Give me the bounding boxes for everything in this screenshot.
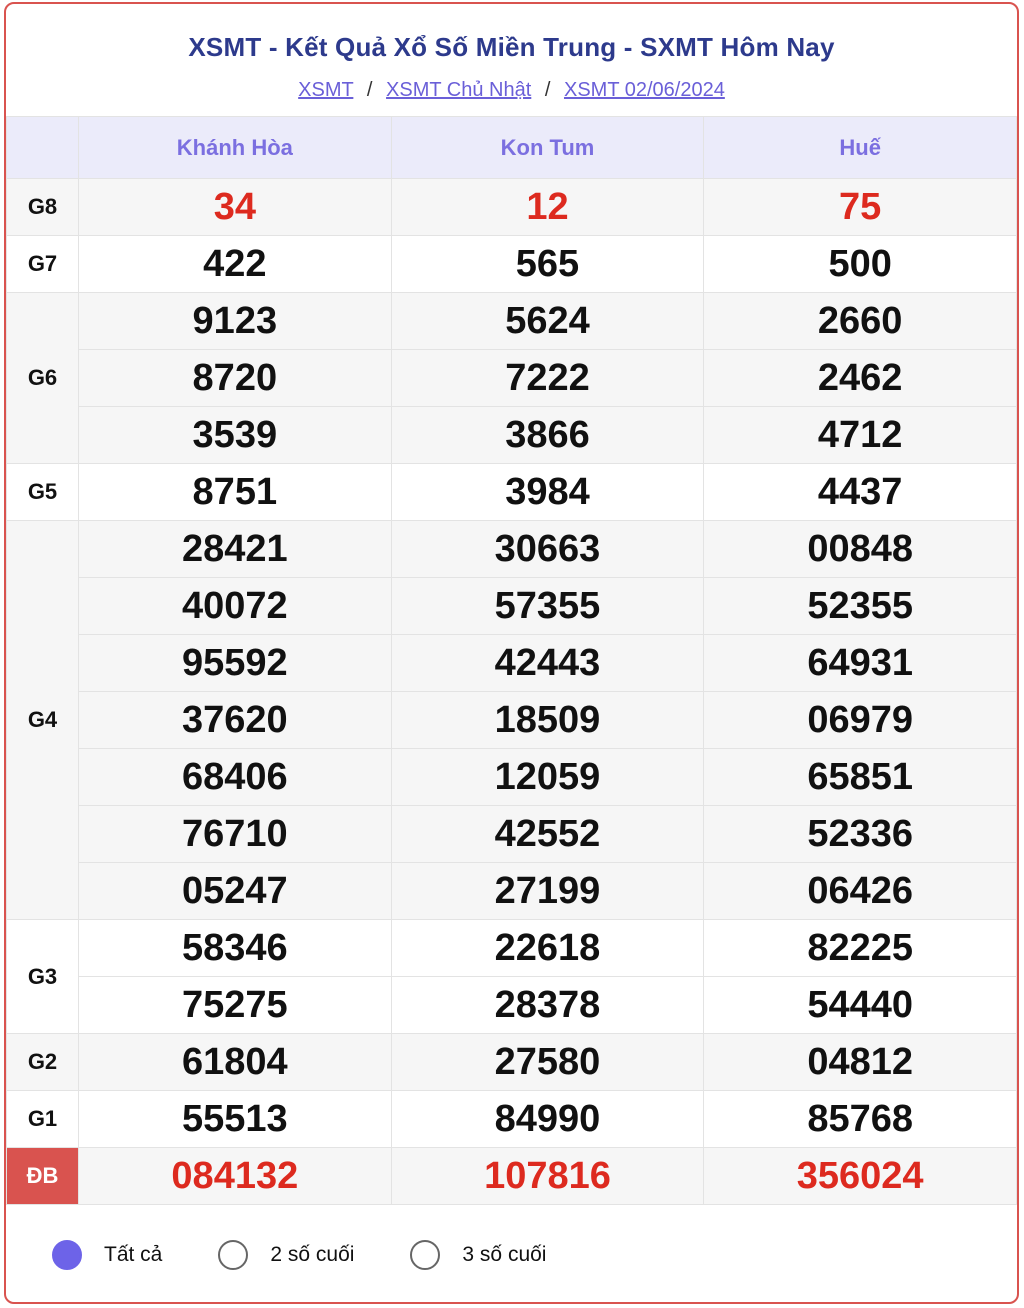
prize-number: 85768 — [704, 1091, 1017, 1148]
prize-number: 3539 — [79, 407, 392, 464]
prize-number: 75275 — [79, 977, 392, 1034]
prize-number: 22618 — [391, 920, 704, 977]
prize-number: 42443 — [391, 635, 704, 692]
prize-label: G6 — [7, 293, 79, 464]
prize-number: 8751 — [79, 464, 392, 521]
prize-number: 82225 — [704, 920, 1017, 977]
prize-row — [7, 920, 1017, 977]
province-header: Huế — [704, 117, 1017, 179]
digit-filter — [6, 1205, 1017, 1304]
prize-number: 28378 — [391, 977, 704, 1034]
prize-row — [7, 464, 1017, 521]
prize-number: 12059 — [391, 749, 704, 806]
prize-number: 52336 — [704, 806, 1017, 863]
prize-row — [7, 1091, 1017, 1148]
prize-row — [7, 977, 1017, 1034]
prize-number: 37620 — [79, 692, 392, 749]
prize-number: 52355 — [704, 578, 1017, 635]
prize-number: 3866 — [391, 407, 704, 464]
prize-number: 68406 — [79, 749, 392, 806]
prize-number: 3984 — [391, 464, 704, 521]
prize-number: 06426 — [704, 863, 1017, 920]
prize-number: 34 — [79, 179, 392, 236]
prize-number: 05247 — [79, 863, 392, 920]
prize-number: 42552 — [391, 806, 704, 863]
prize-row — [7, 236, 1017, 293]
breadcrumb-separator: / — [544, 79, 551, 101]
prize-column-header — [7, 117, 79, 179]
province-header-row — [7, 117, 1017, 179]
filter-option-label: Tất cả — [104, 1243, 163, 1266]
prize-number: 40072 — [79, 578, 392, 635]
prize-label: G7 — [7, 236, 79, 293]
prize-number: 64931 — [704, 635, 1017, 692]
prize-number: 9123 — [79, 293, 392, 350]
prize-row — [7, 578, 1017, 635]
prize-number: 61804 — [79, 1034, 392, 1091]
prize-label: G5 — [7, 464, 79, 521]
prize-row — [7, 179, 1017, 236]
prize-number: 55513 — [79, 1091, 392, 1148]
prize-number: 500 — [704, 236, 1017, 293]
filter-option-label: 3 số cuối — [462, 1243, 547, 1266]
filter-option-all[interactable] — [52, 1240, 162, 1270]
page-title: XSMT - Kết Quả Xổ Số Miền Trung - SXMT Hôm Nay — [188, 32, 835, 62]
prize-row — [7, 1148, 1017, 1205]
prize-row — [7, 1034, 1017, 1091]
prize-number: 12 — [391, 179, 704, 236]
prize-label: G8 — [7, 179, 79, 236]
prize-row — [7, 350, 1017, 407]
prize-number: 95592 — [79, 635, 392, 692]
results-card — [4, 2, 1019, 1304]
prize-number: 76710 — [79, 806, 392, 863]
prize-row — [7, 521, 1017, 578]
prize-number: 84990 — [391, 1091, 704, 1148]
radio-icon[interactable] — [218, 1240, 248, 1270]
prize-number: 04812 — [704, 1034, 1017, 1091]
prize-label: G3 — [7, 920, 79, 1034]
breadcrumb-link-xsmt-chu-nhat[interactable]: XSMT Chủ Nhật — [386, 79, 532, 101]
prize-number: 57355 — [391, 578, 704, 635]
province-header: Kon Tum — [391, 117, 704, 179]
breadcrumb — [6, 79, 1017, 102]
breadcrumb-separator: / — [366, 79, 373, 101]
prize-number: 27199 — [391, 863, 704, 920]
prize-label: G1 — [7, 1091, 79, 1148]
prize-number: 565 — [391, 236, 704, 293]
prize-number: 00848 — [704, 521, 1017, 578]
prize-row — [7, 407, 1017, 464]
prize-number: 107816 — [391, 1148, 704, 1205]
prize-number: 422 — [79, 236, 392, 293]
results-body — [7, 179, 1017, 1205]
prize-number: 084132 — [79, 1148, 392, 1205]
prize-number: 4437 — [704, 464, 1017, 521]
prize-number: 5624 — [391, 293, 704, 350]
prize-number: 75 — [704, 179, 1017, 236]
filter-option-last-2[interactable] — [218, 1240, 354, 1270]
prize-row — [7, 692, 1017, 749]
prize-number: 30663 — [391, 521, 704, 578]
breadcrumb-link-xsmt[interactable]: XSMT — [298, 79, 354, 101]
prize-number: 7222 — [391, 350, 704, 407]
prize-number: 28421 — [79, 521, 392, 578]
prize-number: 65851 — [704, 749, 1017, 806]
prize-row — [7, 293, 1017, 350]
prize-row — [7, 863, 1017, 920]
page-header — [6, 4, 1017, 116]
province-header: Khánh Hòa — [79, 117, 392, 179]
prize-label: G2 — [7, 1034, 79, 1091]
radio-selected-icon[interactable] — [52, 1240, 82, 1270]
prize-number: 8720 — [79, 350, 392, 407]
radio-icon[interactable] — [410, 1240, 440, 1270]
prize-number: 06979 — [704, 692, 1017, 749]
prize-number: 58346 — [79, 920, 392, 977]
prize-number: 356024 — [704, 1148, 1017, 1205]
breadcrumb-link-xsmt-date[interactable]: XSMT 02/06/2024 — [563, 79, 725, 101]
filter-option-label: 2 số cuối — [270, 1243, 355, 1266]
prize-number: 2462 — [704, 350, 1017, 407]
results-table — [6, 116, 1017, 1205]
prize-label: ĐB — [7, 1148, 79, 1205]
prize-number: 18509 — [391, 692, 704, 749]
filter-option-last-3[interactable] — [410, 1240, 546, 1270]
prize-number: 54440 — [704, 977, 1017, 1034]
prize-number: 2660 — [704, 293, 1017, 350]
prize-label: G4 — [7, 521, 79, 920]
prize-number: 4712 — [704, 407, 1017, 464]
prize-row — [7, 635, 1017, 692]
prize-row — [7, 749, 1017, 806]
prize-number: 27580 — [391, 1034, 704, 1091]
prize-row — [7, 806, 1017, 863]
